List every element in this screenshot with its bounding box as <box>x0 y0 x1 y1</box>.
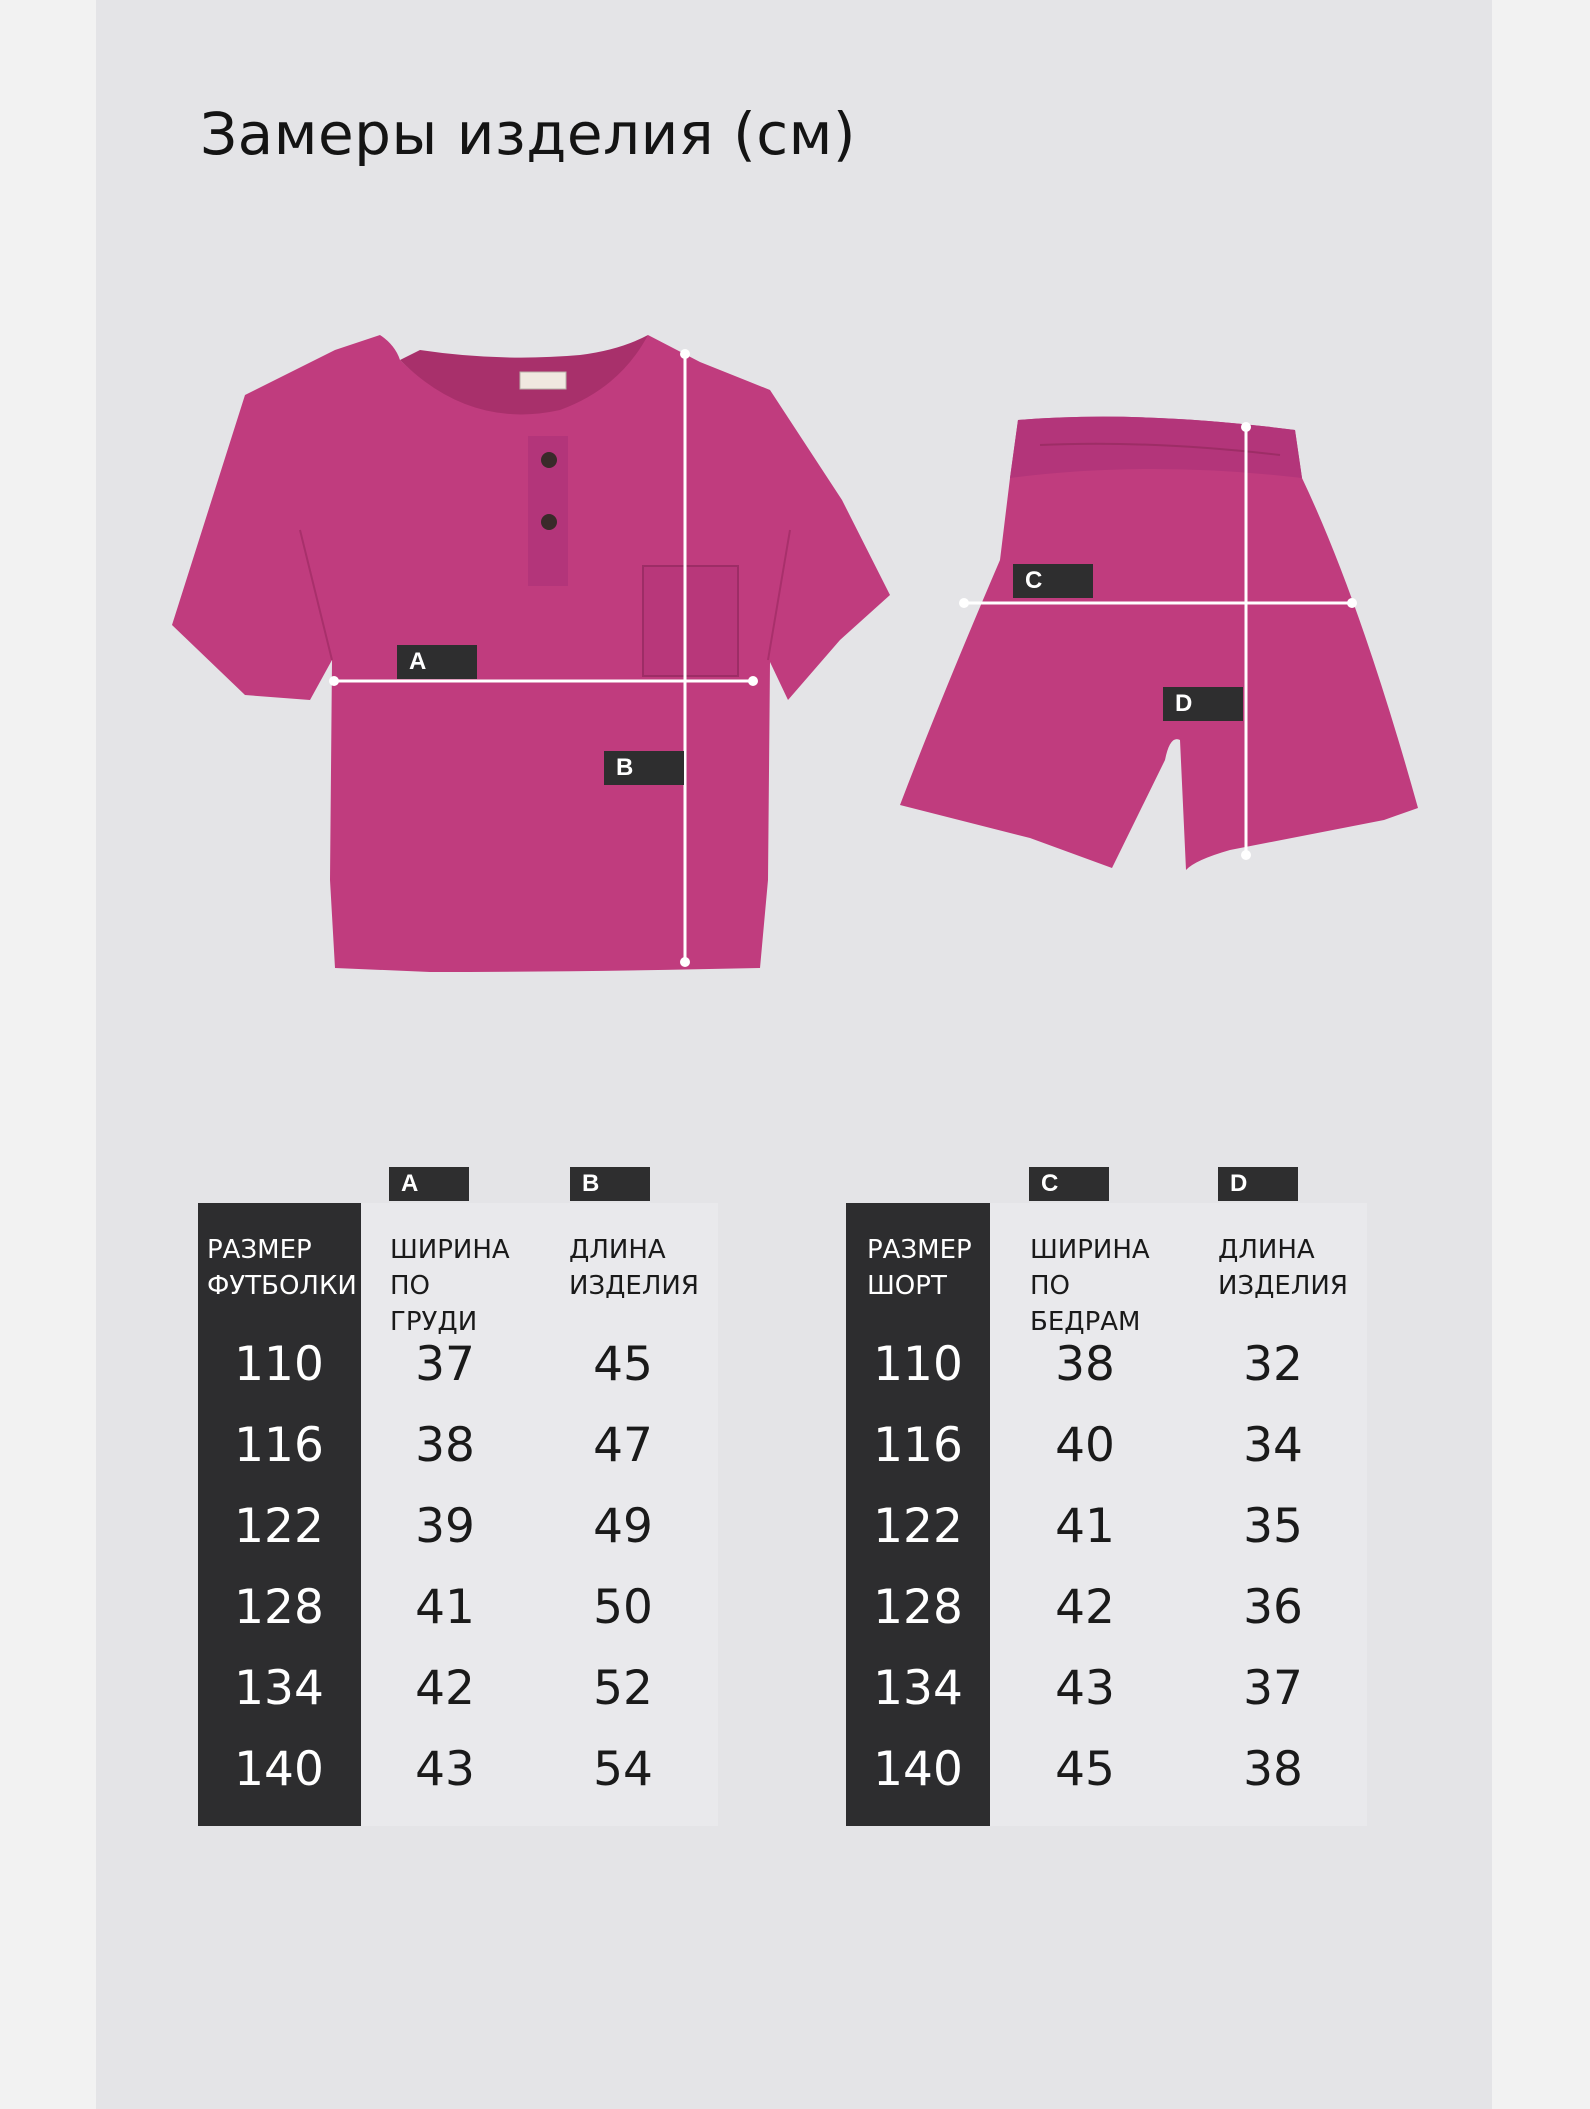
table-tag-b: B <box>570 1167 650 1201</box>
table-cell: 41 <box>1055 1499 1115 1554</box>
table-cell: 42 <box>1055 1580 1115 1635</box>
table-cell: 34 <box>1243 1418 1303 1473</box>
table-tag-d: D <box>1218 1167 1298 1201</box>
table-cell: 128 <box>873 1580 963 1635</box>
table-cell: 140 <box>873 1742 963 1797</box>
marker-d: D <box>1163 687 1243 721</box>
header-length: ДЛИНА ИЗДЕЛИЯ <box>569 1235 699 1301</box>
header-hip-width: ШИРИНА ПО БЕДРАМ <box>1030 1235 1150 1337</box>
table-cell: 134 <box>873 1661 963 1716</box>
table-cell: 43 <box>415 1742 475 1797</box>
table-tag-c: C <box>1029 1167 1109 1201</box>
table-cell: 128 <box>234 1580 324 1635</box>
table-cell: 47 <box>593 1418 653 1473</box>
table-cell: 37 <box>415 1337 475 1392</box>
table-cell: 134 <box>234 1661 324 1716</box>
marker-b: B <box>604 751 684 785</box>
table-cell: 35 <box>1243 1499 1303 1554</box>
table-cell: 54 <box>593 1742 653 1797</box>
garment-illustration <box>0 0 1590 1000</box>
table-cell: 37 <box>1243 1661 1303 1716</box>
table-cell: 110 <box>873 1337 963 1392</box>
table-cell: 40 <box>1055 1418 1115 1473</box>
table-cell: 38 <box>1243 1742 1303 1797</box>
table-cell: 110 <box>234 1337 324 1392</box>
table-cell: 122 <box>873 1499 963 1554</box>
table-cell: 38 <box>1055 1337 1115 1392</box>
table-cell: 36 <box>1243 1580 1303 1635</box>
marker-c: C <box>1013 564 1093 598</box>
table-cell: 38 <box>415 1418 475 1473</box>
table-cell: 116 <box>873 1418 963 1473</box>
table-cell: 140 <box>234 1742 324 1797</box>
table-cell: 52 <box>593 1661 653 1716</box>
table-cell: 49 <box>593 1499 653 1554</box>
header-size: РАЗМЕР ФУТБОЛКИ <box>207 1235 357 1301</box>
table-cell: 32 <box>1243 1337 1303 1392</box>
header-chest-width: ШИРИНА ПО ГРУДИ <box>390 1235 510 1337</box>
table-cell: 43 <box>1055 1661 1115 1716</box>
table-tag-a: A <box>389 1167 469 1201</box>
table-cell: 116 <box>234 1418 324 1473</box>
table-cell: 45 <box>593 1337 653 1392</box>
table-cell: 50 <box>593 1580 653 1635</box>
header-length: ДЛИНА ИЗДЕЛИЯ <box>1218 1235 1348 1301</box>
table-cell: 122 <box>234 1499 324 1554</box>
table-cell: 41 <box>415 1580 475 1635</box>
table-cell: 42 <box>415 1661 475 1716</box>
marker-a: A <box>397 645 477 679</box>
header-size: РАЗМЕР ШОРТ <box>867 1235 972 1301</box>
table-cell: 39 <box>415 1499 475 1554</box>
shorts-image <box>900 417 1418 870</box>
tshirt-image <box>172 335 890 972</box>
table-cell: 45 <box>1055 1742 1115 1797</box>
page-title: Замеры изделия (см) <box>200 100 857 168</box>
